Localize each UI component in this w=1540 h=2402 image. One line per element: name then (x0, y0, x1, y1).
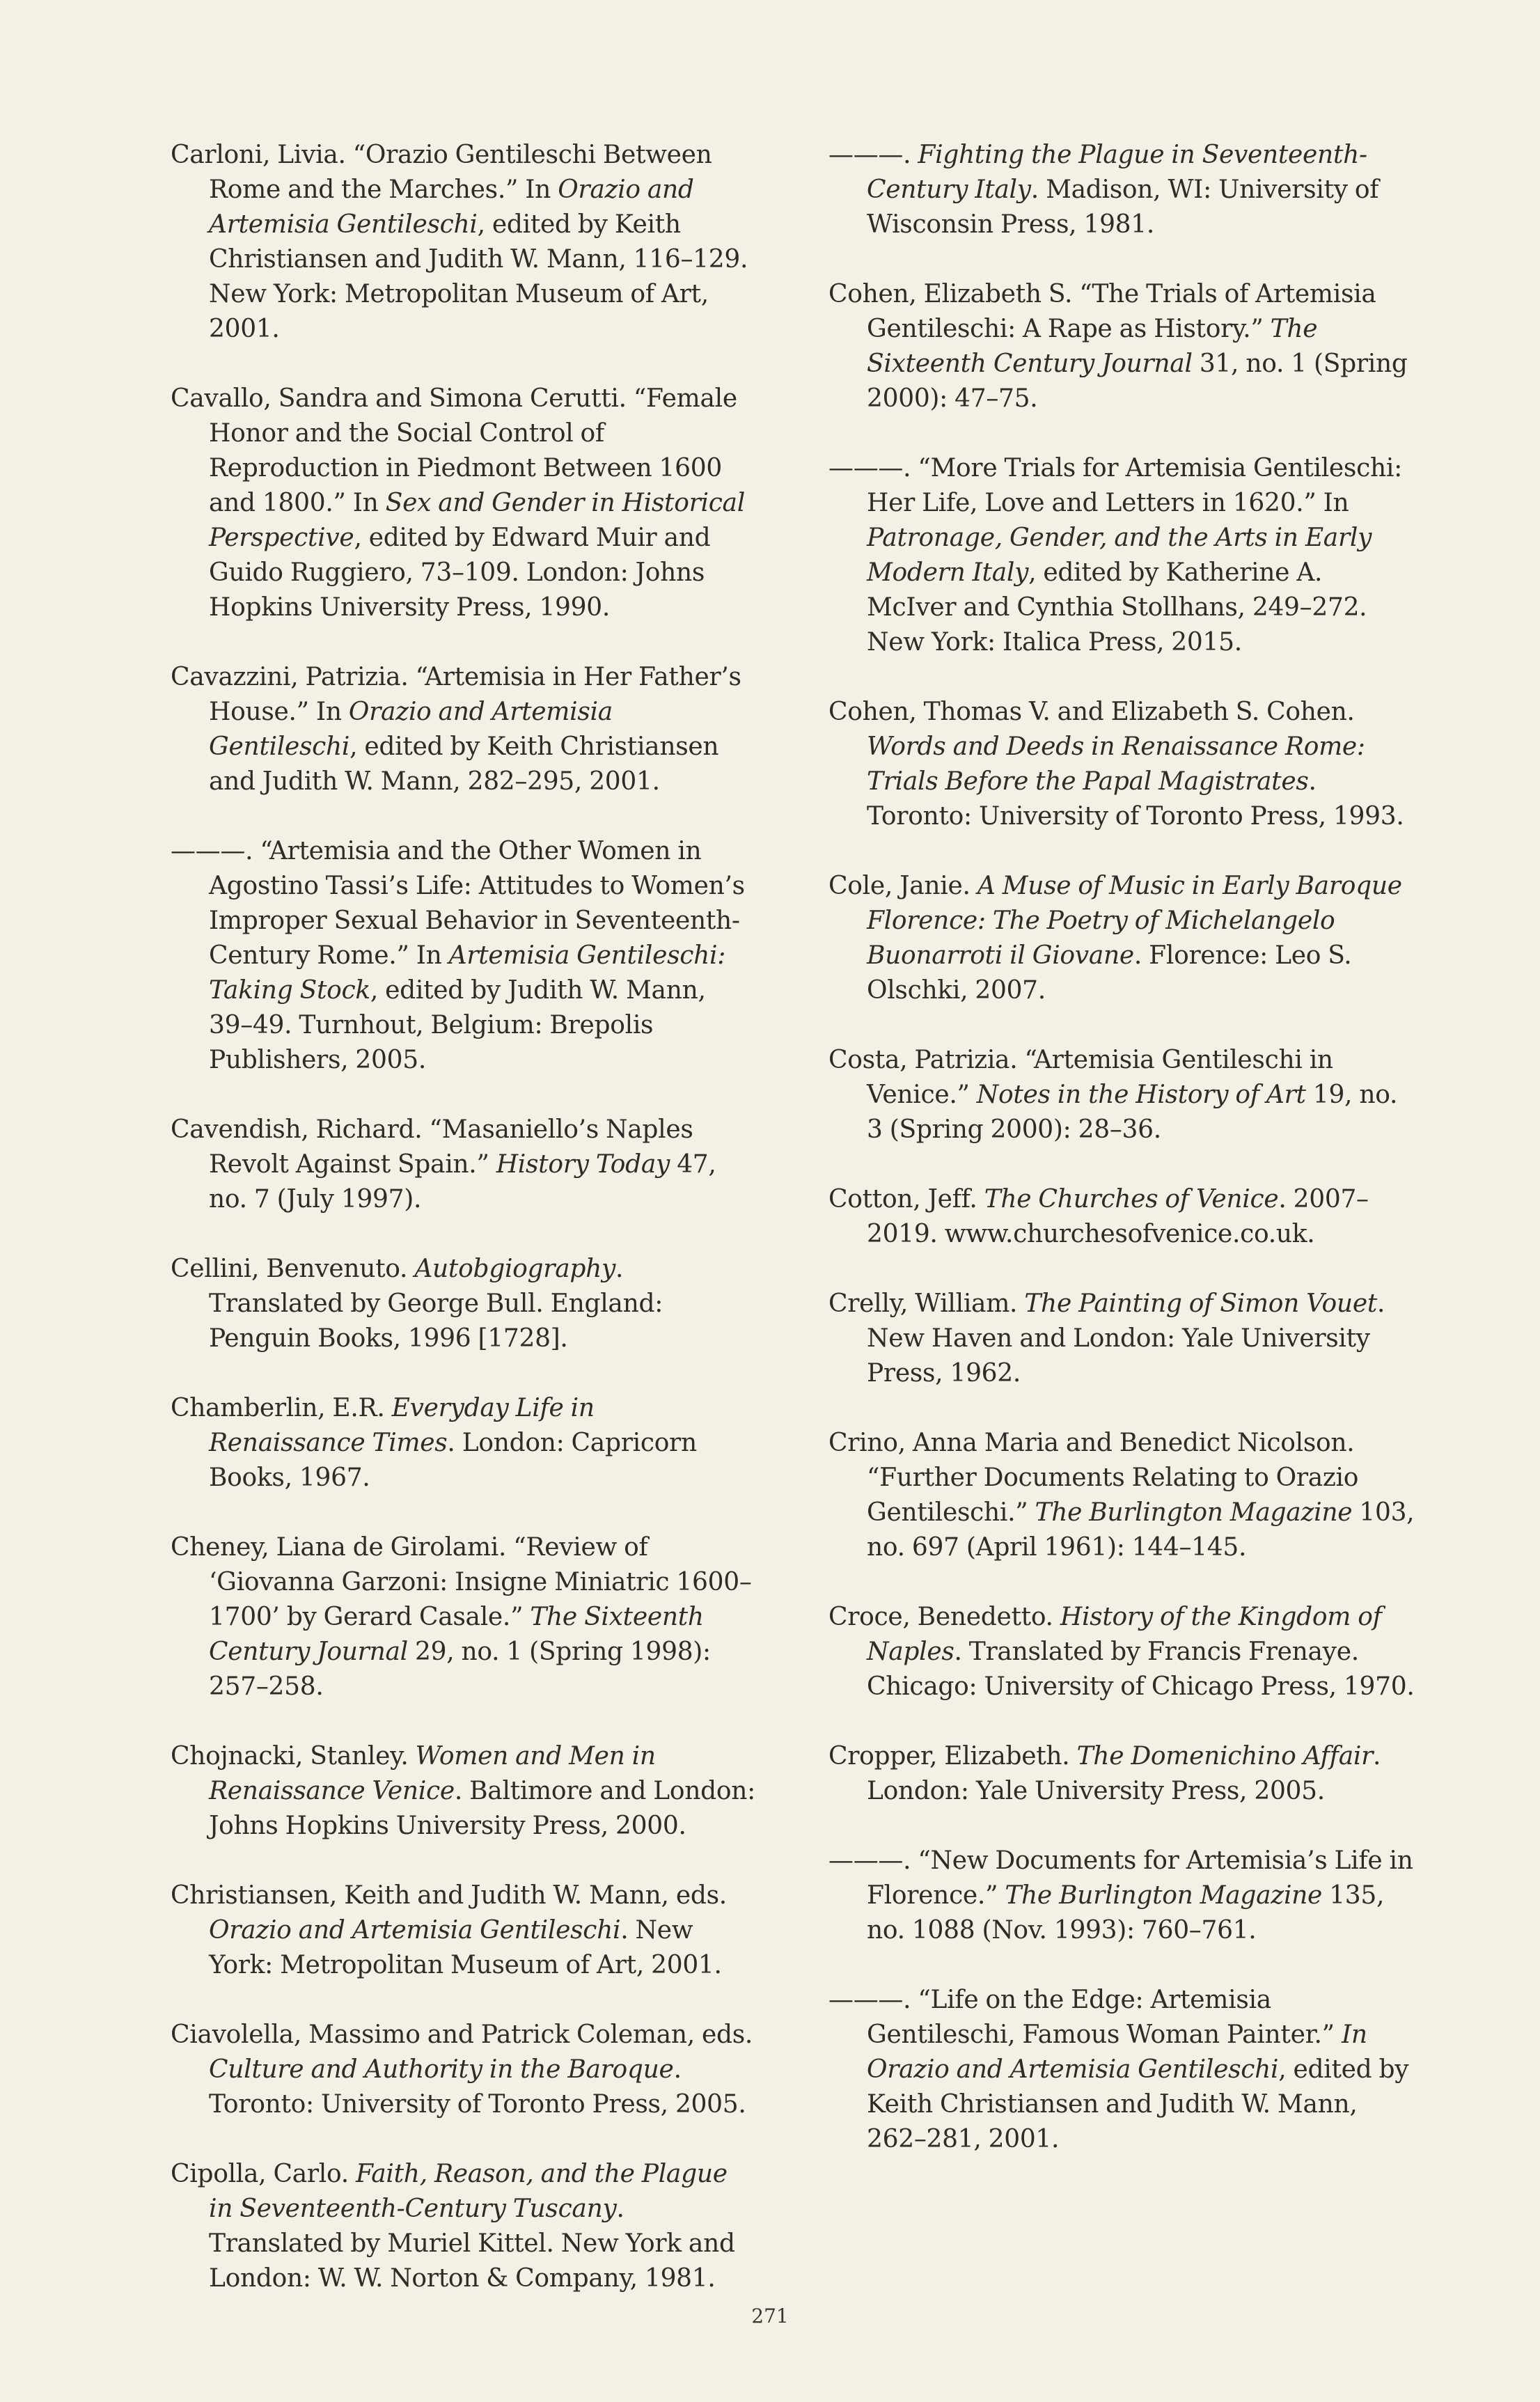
entry-text: 19, no. 3 (Spring 2000): 28–36. (867, 1081, 1398, 1144)
bibliography-entry (828, 1739, 1417, 1809)
entry-title-italic: The Burlington Magazine (1005, 1881, 1323, 1910)
bibliography-entry (828, 1426, 1417, 1565)
entry-text: Cohen, Thomas V. and Elizabeth S. Cohen. (828, 698, 1355, 726)
entry-text: Chojnacki, Stanley. (171, 1742, 416, 1771)
entry-text: Crino, Anna Maria and Benedict Nicolson. “Further Documents Relating to Orazio Gentileschi.” (828, 1429, 1359, 1527)
bibliography-right-column (828, 138, 1417, 2192)
entry-text: . Translated by George Bull. England: Penguin Books, 1996 [1728]. (209, 1255, 663, 1353)
entry-title-italic: Autobgiography (414, 1255, 616, 1283)
entry-text: . Translated by Muriel Kittel. New York and London: W. W. Norton & Company, 1981. (209, 2195, 735, 2293)
entry-text: Chamberlin, E.R. (171, 1394, 392, 1422)
entry-text: Cavallo, Sandra and Simona Cerutti. “Female Honor and the Social Control of Reproduction in Piedmont Between 1600 and 1800.” In (171, 384, 737, 517)
entry-title-italic: A Muse of Music in Early Baroque Florence: The Poetry of Michelangelo Buonarroti il Giovane (867, 872, 1402, 970)
entry-title-italic: The Sixteenth Century Journal (867, 315, 1318, 378)
bibliography-entry (171, 1113, 755, 1217)
entry-title-italic: Orazio and Artemisia Gentileschi (209, 1916, 621, 1945)
entry-title-italic: The Burlington Magazine (1035, 1498, 1353, 1527)
entry-title-italic: Faith, Reason, and the Plague in Seventeenth-Century Tuscany (209, 2160, 728, 2223)
entry-text: 135, no. 1088 (Nov. 1993): 760–761. (867, 1881, 1385, 1945)
bibliography-entry (171, 1878, 755, 1983)
entry-text: . London: Yale University Press, 2005. (867, 1742, 1381, 1805)
entry-text: Cheney, Liana de Girolami. “Review of ‘Giovanna Garzoni: Insigne Miniatric 1600–1700’ by Gerard Casale.” (171, 1533, 752, 1631)
entry-title-italic: Fighting the Plague in Seventeenth-Century Italy (867, 141, 1367, 204)
entry-text: Cavendish, Richard. “Masaniello’s Naples Revolt Against Spain.” (171, 1115, 693, 1179)
entry-text: . 2007–2019. www.churchesofvenice.co.uk. (867, 1185, 1369, 1248)
bibliography-entry (828, 1043, 1417, 1147)
bibliography-entry (171, 1530, 755, 1704)
entry-text: Crelly, William. (828, 1289, 1025, 1318)
entry-title-italic: The Painting of Simon Vouet (1024, 1289, 1377, 1318)
bibliography-entry (171, 1391, 755, 1496)
entry-text: Cropper, Elizabeth. (828, 1742, 1077, 1771)
entry-title-italic: Artemisia Gentileschi: Taking Stock (209, 941, 726, 1005)
entry-title-italic: The Churches of Venice (984, 1185, 1279, 1214)
entry-text: 47, no. 7 (July 1997). (209, 1150, 716, 1214)
entry-title-italic: Words and Deeds in Renaissance Rome: Trials Before the Papal Magistrates (867, 732, 1365, 796)
bibliography-entry (828, 1600, 1417, 1704)
entry-text: . Baltimore and London: Johns Hopkins University Press, 2000. (209, 1777, 755, 1840)
entry-text: , edited by Keith Christiansen and Judith W. Mann, 116–129. New York: Metropolitan Museum of Art, 2001. (209, 210, 748, 343)
entry-text: 103, no. 697 (April 1961): 144–145. (867, 1498, 1415, 1562)
entry-text: . London: Capricorn Books, 1967. (209, 1429, 697, 1492)
entry-title-italic: Orazio and Artemisia Gentileschi (209, 175, 694, 239)
entry-text: , edited by Keith Christiansen and Judith W. Mann, 282–295, 2001. (209, 732, 719, 796)
entry-text: . Translated by Francis Frenaye. Chicago: University of Chicago Press, 1970. (867, 1638, 1415, 1701)
entry-title-italic: Notes in the History of Art (976, 1081, 1306, 1109)
entry-text: , edited by Edward Muir and Guido Ruggiero, 73–109. London: Johns Hopkins University Press, 1990. (209, 524, 711, 622)
entry-title-italic: History of the Kingdom of Naples (867, 1603, 1382, 1666)
entry-text: , edited by Keith Christiansen and Judith W. Mann, 262–281, 2001. (867, 2055, 1409, 2153)
bibliography-entry (171, 138, 755, 347)
entry-text: Cipolla, Carlo. (171, 2160, 356, 2188)
entry-title-italic: In Orazio and Artemisia Gentileschi (867, 2020, 1367, 2084)
bibliography-entry (828, 1182, 1417, 1252)
entry-text: . Toronto: University of Toronto Press, 2005. (209, 2055, 746, 2119)
entry-text: ———. “New Documents for Artemisia’s Life in Florence.” (828, 1846, 1413, 1910)
bibliography-entry (828, 869, 1417, 1008)
bibliography-entry (828, 1983, 1417, 2157)
entry-text: . Toronto: University of Toronto Press, 1993. (867, 767, 1404, 831)
bibliography-entry (171, 660, 755, 799)
entry-text: . Florence: Leo S. Olschki, 2007. (867, 941, 1352, 1005)
bibliography-entry (171, 834, 755, 1078)
entry-text: ———. “Life on the Edge: Artemisia Gentileschi, Famous Woman Painter.” (828, 1986, 1342, 2049)
entry-title-italic: Orazio and Artemisia Gentileschi (209, 698, 613, 761)
entry-title-italic: Culture and Authority in the Baroque (209, 2055, 674, 2084)
bibliography-left-column (171, 138, 755, 2331)
entry-text: 29, no. 1 (Spring 1998): 257–258. (209, 1638, 711, 1701)
bibliography-entry (171, 382, 755, 625)
entry-title-italic: Patronage, Gender, and the Arts in Early Modern Italy (867, 524, 1372, 587)
entry-text: . Madison, WI: University of Wisconsin Press, 1981. (867, 175, 1379, 239)
entry-text: Cellini, Benvenuto. (171, 1255, 415, 1283)
entry-text: Croce, Benedetto. (828, 1603, 1060, 1631)
bibliography-entry (828, 138, 1417, 242)
entry-text: Christiansen, Keith and Judith W. Mann, eds. (171, 1881, 727, 1910)
entry-text: 31, no. 1 (Spring 2000): 47–75. (867, 350, 1408, 413)
entry-text: ———. “Artemisia and the Other Women in Agostino Tassi’s Life: Attitudes to Women’s Improper Sexual Behavior in Seventeenth-Century Rome.” In (171, 837, 745, 970)
entry-text: . New York: Metropolitan Museum of Art, 2001. (209, 1916, 722, 1979)
entry-title-italic: History Today (496, 1150, 670, 1179)
entry-title-italic: Everyday Life in Renaissance Times (209, 1394, 595, 1457)
bibliography-entry (828, 1844, 1417, 1948)
page-number: 271 (751, 2305, 789, 2328)
bibliography-entry (828, 695, 1417, 834)
entry-text: Cohen, Elizabeth S. “The Trials of Artemisia Gentileschi: A Rape as History.” (828, 280, 1376, 343)
bibliography-entry (828, 451, 1417, 660)
entry-title-italic: Women and Men in Renaissance Venice (209, 1742, 656, 1805)
entry-text: , edited by Judith W. Mann, 39–49. Turnhout, Belgium: Brepolis Publishers, 2005. (209, 976, 706, 1074)
entry-text: , edited by Katherine A. McIver and Cynthia Stollhans, 249–272. New York: Italica Press, 2015. (867, 558, 1367, 657)
bibliography-entry (171, 1252, 755, 1356)
entry-text: . New Haven and London: Yale University Press, 1962. (867, 1289, 1385, 1388)
entry-text: ———. (828, 141, 918, 169)
entry-text: Ciavolella, Massimo and Patrick Coleman, eds. (171, 2020, 753, 2049)
entry-text: ———. “More Trials for Artemisia Gentileschi: Her Life, Love and Letters in 1620.” In (828, 454, 1402, 517)
bibliography-entry (171, 2157, 755, 2296)
entry-text: Cavazzini, Patrizia. “Artemisia in Her Father’s House.” In (171, 663, 741, 726)
bibliography-entry (828, 1287, 1417, 1391)
entry-title-italic: The Sixteenth Century Journal (209, 1603, 704, 1666)
entry-text: Costa, Patrizia. “Artemisia Gentileschi in Venice.” (828, 1046, 1333, 1109)
bibliography-entry (828, 277, 1417, 416)
bibliography-entry (171, 1739, 755, 1844)
entry-title-italic: The Domenichino Affair (1076, 1742, 1373, 1771)
bibliography-entry (171, 2018, 755, 2122)
entry-text: Carloni, Livia. “Orazio Gentileschi Between Rome and the Marches.” In (171, 141, 712, 204)
entry-title-italic: Sex and Gender in Historical Perspective (209, 489, 745, 552)
entry-text: Cotton, Jeff. (828, 1185, 984, 1214)
entry-text: Cole, Janie. (828, 872, 977, 900)
